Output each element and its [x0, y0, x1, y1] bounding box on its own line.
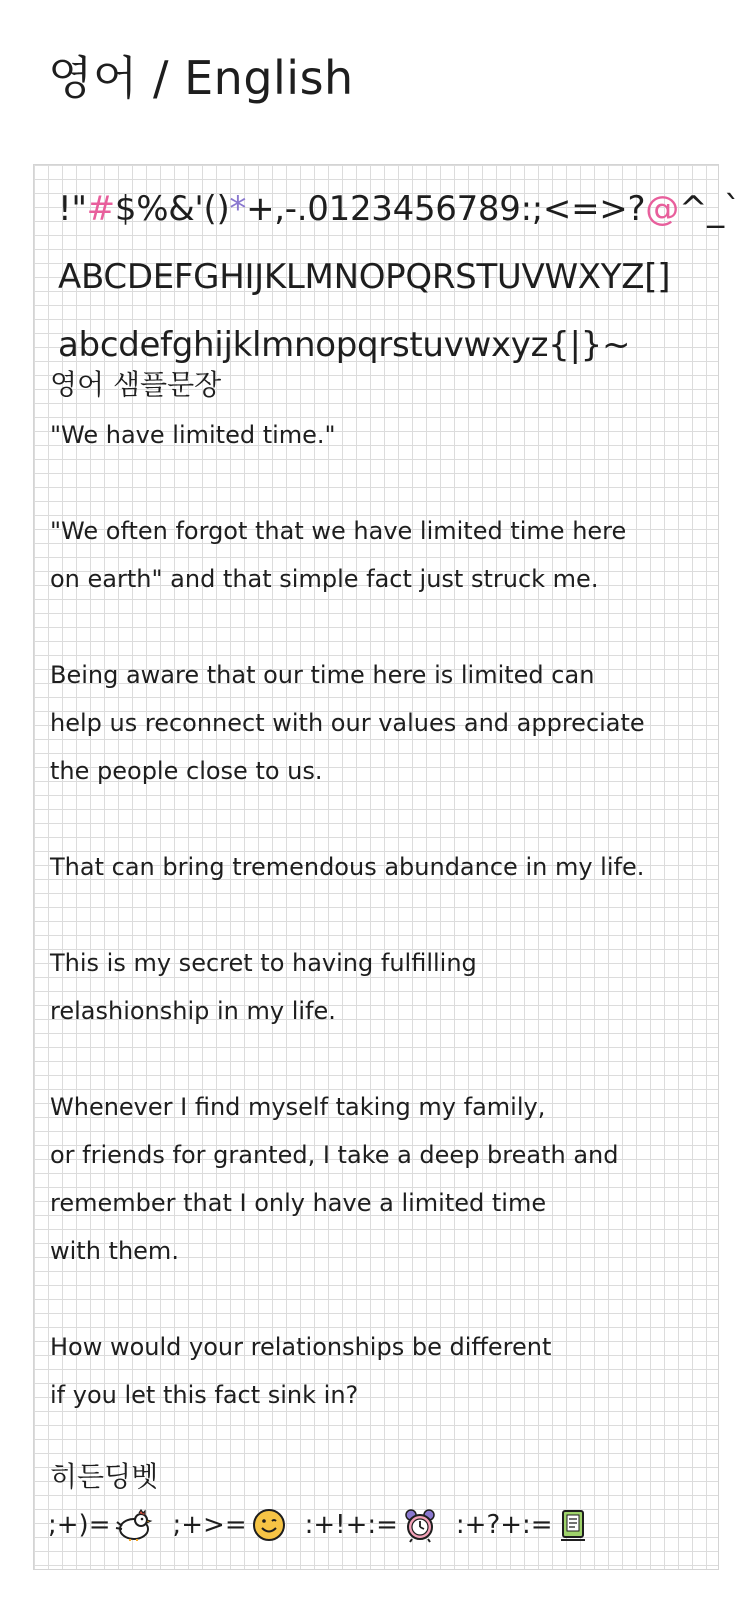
charset-symbols-at: @	[645, 189, 679, 229]
sample-line: Whenever I find myself taking my family,	[50, 1093, 546, 1121]
sample-text	[50, 411, 710, 1419]
sample-line	[50, 891, 710, 939]
dingbat-code: :+!+:=	[304, 1510, 398, 1540]
hidden-dingbat-label: 히든딩벳	[50, 1460, 159, 1493]
notepad-icon	[557, 1507, 589, 1543]
charset-symbols-asterisk: *	[229, 189, 247, 229]
sample-line: This is my secret to having fulfilling	[50, 949, 477, 977]
charset-symbols-part: ^_`	[678, 189, 741, 229]
sample-line: "We often forgot that we have limited time here	[50, 517, 627, 545]
sample-line	[50, 1275, 710, 1323]
sample-line: That can bring tremendous abundance in my life.	[50, 853, 645, 881]
sample-line: remember that I only have a limited time	[50, 1189, 547, 1217]
charset-symbols-hash: #	[86, 189, 115, 229]
grid-sheet	[33, 164, 741, 1570]
charset-specimen	[58, 175, 741, 379]
sample-line	[50, 795, 710, 843]
page-title: 영어 / English	[48, 51, 354, 105]
dingbat-notepad	[456, 1507, 589, 1543]
sample-line: if you let this fact sink in?	[50, 1381, 359, 1409]
chicken-icon	[114, 1508, 154, 1542]
charset-uppercase-line: ABCDEFGHIJKLMNOPQRSTUVWXYZ[]	[58, 257, 671, 297]
sample-line: How would your relationships be different	[50, 1333, 552, 1361]
dingbat-code: ;+)=	[48, 1510, 111, 1540]
charset-symbols-part: $%&'()	[114, 189, 230, 229]
charset-symbols-part: !"	[58, 189, 87, 229]
sample-line: on earth" and that simple fact just struck me.	[50, 565, 599, 593]
dingbat-smiley	[172, 1507, 286, 1543]
sample-line: help us reconnect with our values and appreciate	[50, 709, 645, 737]
sample-line: Being aware that our time here is limited can	[50, 661, 595, 689]
dingbat-code: ;+>=	[172, 1510, 247, 1540]
dingbat-row	[48, 1501, 607, 1549]
charset-lowercase-line: abcdefghijklmnopqrstuvwxyz{|}~	[58, 325, 631, 365]
sample-line	[50, 1035, 710, 1083]
sample-line: relashionship in my life.	[50, 997, 336, 1025]
charset-symbols-line	[58, 175, 741, 243]
sample-line: the people close to us.	[50, 757, 323, 785]
alarm-clock-icon	[402, 1507, 438, 1543]
sample-line: "We have limited time."	[50, 421, 336, 449]
charset-symbols-part: +,-.0123456789:;<=>?	[246, 189, 646, 229]
sample-line	[50, 459, 710, 507]
sample-section-label: 영어 샘플문장	[50, 368, 222, 401]
smiley-icon	[251, 1507, 287, 1543]
dingbat-chicken	[48, 1508, 154, 1542]
dingbat-code: :+?+:=	[455, 1510, 553, 1540]
dingbat-alarm-clock	[305, 1507, 438, 1543]
sample-line: with them.	[50, 1237, 179, 1265]
sample-line: or friends for granted, I take a deep breath and	[50, 1141, 619, 1169]
sample-line	[50, 603, 710, 651]
